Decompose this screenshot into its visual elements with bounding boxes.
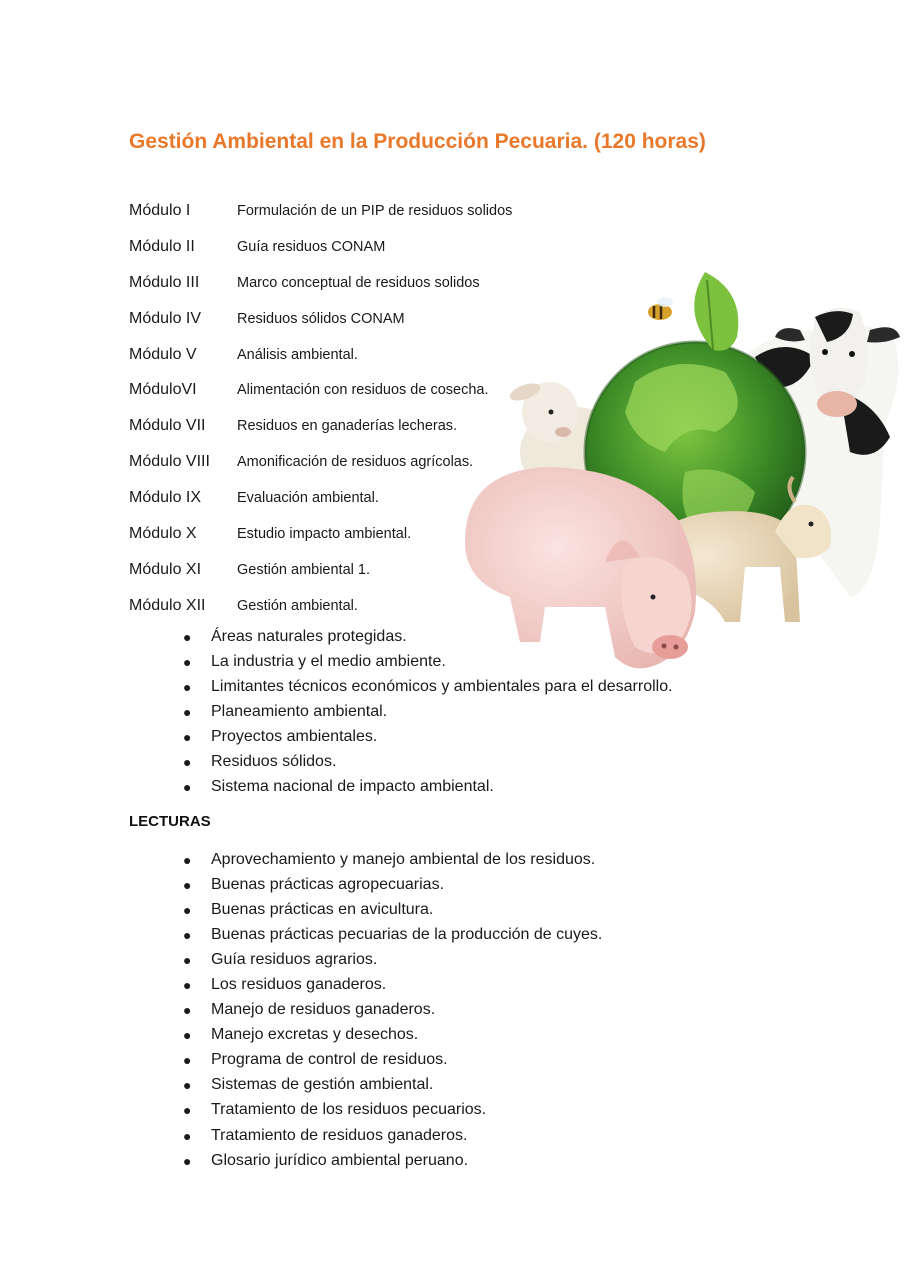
bullet-icon: ●	[183, 951, 192, 968]
bullet-icon: ●	[183, 901, 192, 918]
topic-item	[183, 775, 673, 800]
module-row	[129, 337, 512, 373]
bullet-icon: ●	[183, 628, 192, 645]
item-text: La industria y el medio ambiente.	[211, 652, 446, 670]
readings-heading: LECTURAS	[129, 813, 211, 830]
reading-item	[183, 1123, 602, 1148]
topic-item	[183, 724, 673, 749]
module-name: Análisis ambiental.	[237, 346, 358, 363]
reading-item	[183, 1098, 602, 1123]
module-name: Formulación de un PIP de residuos solidos	[237, 202, 513, 219]
item-text: Limitantes técnicos económicos y ambientales para el desarrollo.	[211, 677, 673, 695]
bee-figure	[648, 297, 673, 320]
module-code: Módulo IX	[129, 489, 202, 507]
item-text: Residuos sólidos.	[211, 753, 337, 771]
item-text: Aprovechamiento y manejo ambiental de los residuos.	[211, 850, 596, 868]
bullet-icon: ●	[183, 754, 192, 771]
item-text: Los residuos ganaderos.	[211, 976, 387, 994]
module-code: Módulo XII	[129, 596, 206, 614]
module-row	[129, 588, 512, 624]
item-text: Sistema nacional de impacto ambiental.	[211, 778, 494, 796]
module-name: Amonificación de residuos agrícolas.	[237, 454, 474, 471]
item-text: Buenas prácticas en avicultura.	[211, 900, 434, 918]
bullet-icon: ●	[183, 1052, 192, 1069]
module-row	[129, 265, 512, 301]
module-code: Módulo VIII	[129, 453, 210, 471]
item-text: Manejo de residuos ganaderos.	[211, 1001, 436, 1019]
module-code: Módulo III	[129, 273, 200, 291]
bullet-icon: ●	[183, 977, 192, 994]
bullet-icon: ●	[183, 653, 192, 670]
reading-item	[183, 847, 602, 872]
module-row	[129, 193, 512, 229]
bullet-icon: ●	[183, 1127, 192, 1144]
module-name: Evaluación ambiental.	[237, 490, 379, 507]
module-code: Módulo I	[129, 201, 191, 219]
reading-item	[183, 998, 602, 1023]
reading-item	[183, 1048, 602, 1073]
module-name: Gestión ambiental.	[237, 597, 358, 614]
item-text: Buenas prácticas pecuarias de la producción de cuyes.	[211, 925, 603, 943]
bullet-icon: ●	[183, 728, 192, 745]
bullet-icon: ●	[183, 876, 192, 893]
module-name: Guía residuos CONAM	[237, 238, 386, 255]
item-text: Programa de control de residuos.	[211, 1051, 448, 1069]
reading-item	[183, 1073, 602, 1098]
module-name: Residuos sólidos CONAM	[237, 310, 405, 327]
item-text: Tratamiento de residuos ganaderos.	[211, 1126, 468, 1144]
reading-item	[183, 972, 602, 997]
reading-item	[183, 897, 602, 922]
module-name: Estudio impacto ambiental.	[237, 525, 412, 542]
module-row	[129, 552, 512, 588]
bullet-icon: ●	[183, 1152, 192, 1169]
reading-item	[183, 872, 602, 897]
module-code: Módulo V	[129, 345, 197, 363]
reading-item	[183, 1148, 602, 1173]
bullet-icon: ●	[183, 1077, 192, 1094]
module-row	[129, 229, 512, 265]
reading-item	[183, 922, 602, 947]
module-code: Módulo IV	[129, 309, 202, 327]
item-text: Tratamiento de los residuos pecuarios.	[211, 1101, 487, 1119]
topic-item	[183, 749, 673, 774]
module-code: Módulo XI	[129, 560, 202, 578]
module-code: Módulo X	[129, 524, 197, 542]
leaf-figure	[694, 272, 738, 351]
bullet-icon: ●	[183, 678, 192, 695]
bullet-icon: ●	[183, 1102, 192, 1119]
module-name: Marco conceptual de residuos solidos	[237, 274, 480, 291]
module-name: Gestión ambiental 1.	[237, 561, 370, 578]
item-text: Guía residuos agrarios.	[211, 950, 378, 968]
item-text: Buenas prácticas agropecuarias.	[211, 875, 445, 893]
topic-item	[183, 624, 673, 649]
readings-list	[183, 847, 602, 1173]
item-text: Proyectos ambientales.	[211, 727, 378, 745]
item-text: Planeamiento ambiental.	[211, 702, 388, 720]
module-code: Módulo VII	[129, 417, 206, 435]
module-code: MóduloVI	[129, 381, 197, 399]
bullet-icon: ●	[183, 851, 192, 868]
module-row	[129, 301, 512, 337]
module-name: Alimentación con residuos de cosecha.	[237, 382, 489, 399]
bullet-icon: ●	[183, 1002, 192, 1019]
page-title: Gestión Ambiental en la Producción Pecuaria. (120 horas)	[129, 130, 706, 153]
item-text: Manejo excretas y desechos.	[211, 1026, 419, 1044]
module-code: Módulo II	[129, 237, 195, 255]
bullet-icon: ●	[183, 703, 192, 720]
reading-item	[183, 947, 602, 972]
bullet-icon: ●	[183, 779, 192, 796]
bullet-icon: ●	[183, 926, 192, 943]
item-text: Glosario jurídico ambiental peruano.	[211, 1151, 469, 1169]
module-list	[129, 193, 512, 624]
module-row	[129, 516, 512, 552]
topic-item	[183, 649, 673, 674]
module-row	[129, 372, 512, 408]
topic-list	[183, 624, 673, 800]
module-row	[129, 444, 512, 480]
module-name: Residuos en ganaderías lecheras.	[237, 418, 458, 435]
reading-item	[183, 1023, 602, 1048]
bullet-icon: ●	[183, 1027, 192, 1044]
item-text: Sistemas de gestión ambiental.	[211, 1076, 434, 1094]
topic-item	[183, 699, 673, 724]
item-text: Áreas naturales protegidas.	[211, 627, 407, 645]
topic-item	[183, 674, 673, 699]
module-row	[129, 408, 512, 444]
module-row	[129, 480, 512, 516]
